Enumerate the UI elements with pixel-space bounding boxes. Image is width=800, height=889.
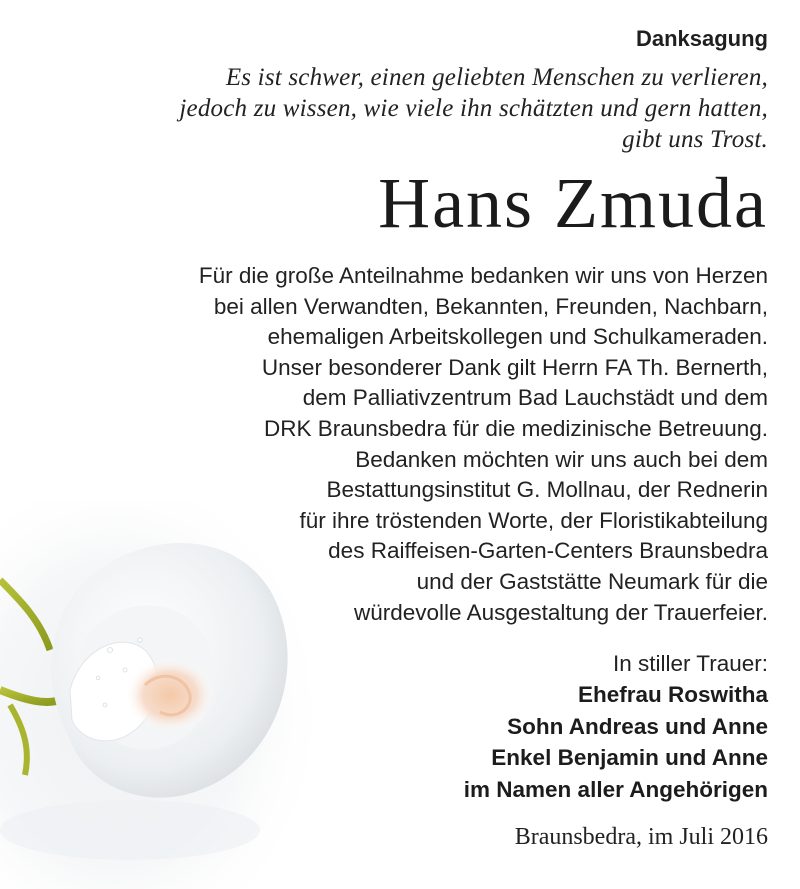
mourning-intro: In stiller Trauer: xyxy=(612,651,768,677)
deceased-name: Hans Zmuda xyxy=(378,163,768,243)
mourner-entry: im Namen aller Angehörigen xyxy=(463,776,768,802)
body-line: ehemaligen Arbeitskollegen und Schulkameraden. xyxy=(267,324,768,350)
body-line: und der Gaststätte Neumark für die xyxy=(416,568,768,594)
motto-quote xyxy=(28,62,768,155)
body-line: für ihre tröstenden Worte, der Floristikabteilung xyxy=(299,507,768,533)
body-line: Unser besonderer Dank gilt Herrn FA Th. Bernerth, xyxy=(261,354,768,380)
mourners-list xyxy=(28,679,768,805)
body-line: bei allen Verwandten, Bekannten, Freunden, Nachbarn, xyxy=(213,293,768,319)
motto-line: Es ist schwer, einen geliebten Menschen zu verlieren, xyxy=(225,64,768,91)
body-line: dem Palliativzentrum Bad Lauchstädt und dem xyxy=(302,385,768,411)
thanks-body xyxy=(28,261,768,628)
body-line: Bedanken möchten wir uns auch bei dem xyxy=(355,446,768,472)
body-line: Für die große Anteilnahme bedanken wir uns von Herzen xyxy=(198,263,768,288)
motto-line: gibt uns Trost. xyxy=(622,126,768,153)
body-line: Bestattungsinstitut G. Mollnau, der Rednerin xyxy=(326,477,768,503)
body-line: DRK Braunsbedra für die medizinische Betreuung. xyxy=(263,415,768,441)
motto-line: jedoch zu wissen, wie viele ihn schätzten und gern hatten, xyxy=(179,95,768,122)
place-date: Braunsbedra, im Juli 2016 xyxy=(514,824,768,851)
body-line: des Raiffeisen-Garten-Centers Braunsbedra xyxy=(328,538,768,564)
mourner-entry: Sohn Andreas und Anne xyxy=(507,713,768,739)
notice-heading: Danksagung xyxy=(635,26,768,51)
notice-content xyxy=(28,0,768,853)
body-line: würdevolle Ausgestaltung der Trauerfeier. xyxy=(354,599,768,625)
mourner-entry: Enkel Benjamin und Anne xyxy=(491,745,768,771)
mourner-entry: Ehefrau Roswitha xyxy=(577,682,768,708)
